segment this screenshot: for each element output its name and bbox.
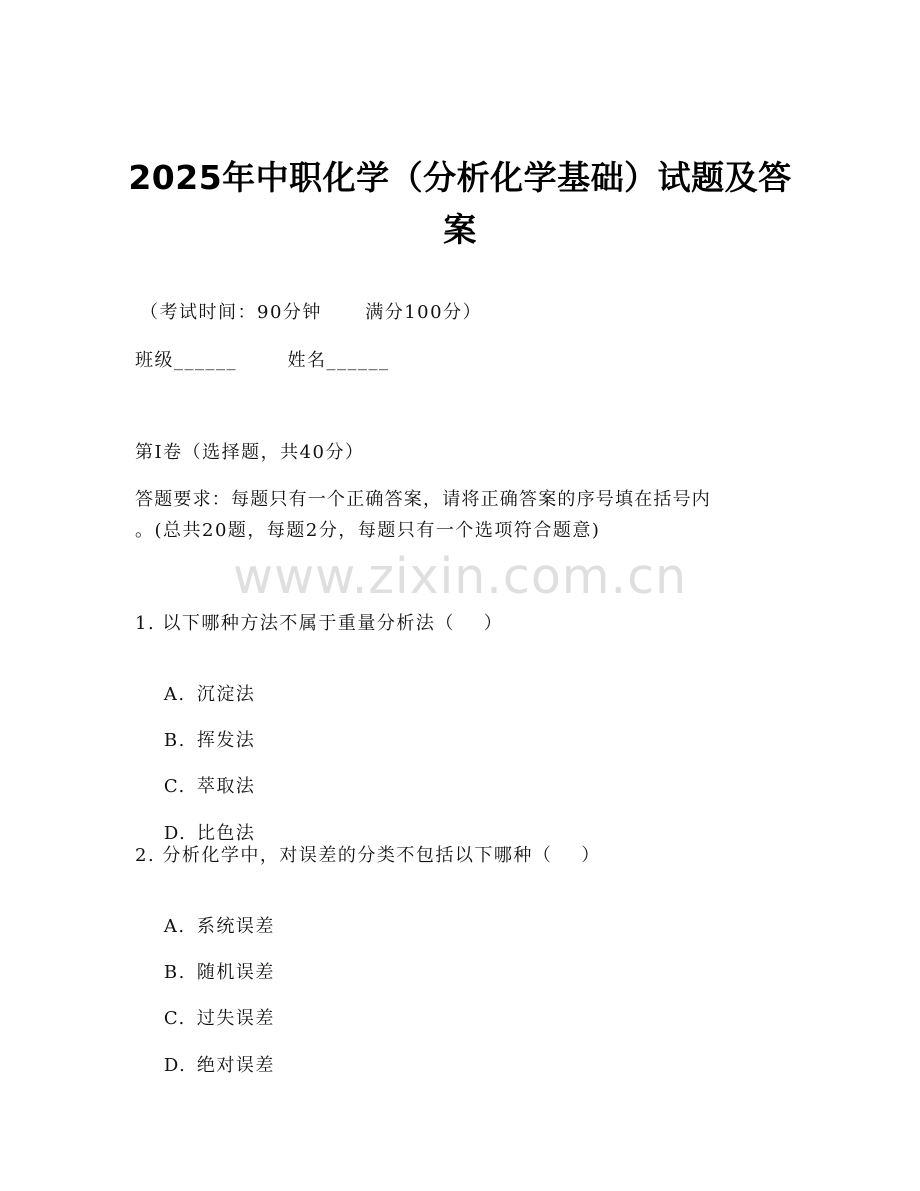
option-letter: D.	[163, 823, 187, 844]
title-line-1: 2025年中职化学（分析化学基础）试题及答	[128, 158, 792, 197]
title-line-2: 案	[443, 210, 477, 249]
instructions-line-1: 答题要求：每题只有一个正确答案，请将正确答案的序号填在括号内	[135, 489, 711, 510]
option-letter: C.	[163, 1008, 186, 1029]
option-text: 过失误差	[196, 1008, 275, 1029]
instructions-line-2: 。(总共20题，每题2分，每题只有一个选项符合题意)	[135, 520, 601, 541]
option-text: 绝对误差	[196, 1055, 275, 1076]
question-2-stem: 2. 分析化学中，对误差的分类不包括以下哪种（ ）	[135, 845, 601, 866]
option-letter: B.	[163, 730, 186, 751]
option-letter: A.	[163, 684, 186, 705]
option-letter: B.	[163, 962, 186, 983]
option-letter: D.	[163, 1055, 187, 1076]
section-heading: 第I卷（选择题，共40分）	[135, 442, 365, 463]
option-letter: C.	[163, 776, 186, 797]
option-text: 系统误差	[196, 916, 275, 937]
option-text: 沉淀法	[196, 684, 256, 705]
document-title	[120, 152, 800, 256]
option-letter: A.	[163, 916, 186, 937]
option-text: 萃取法	[196, 776, 256, 797]
option-text: 比色法	[196, 823, 256, 844]
question-1-stem: 1. 以下哪种方法不属于重量分析法（ ）	[135, 613, 504, 634]
class-name-line: 班级______ 姓名______	[135, 350, 390, 371]
exam-info: （考试时间：90分钟 满分100分）	[140, 302, 483, 323]
question-2-option-d	[135, 1030, 275, 1102]
option-text: 随机误差	[196, 962, 275, 983]
watermark: www.zixin.com.cn	[233, 548, 688, 605]
option-text: 挥发法	[196, 730, 256, 751]
